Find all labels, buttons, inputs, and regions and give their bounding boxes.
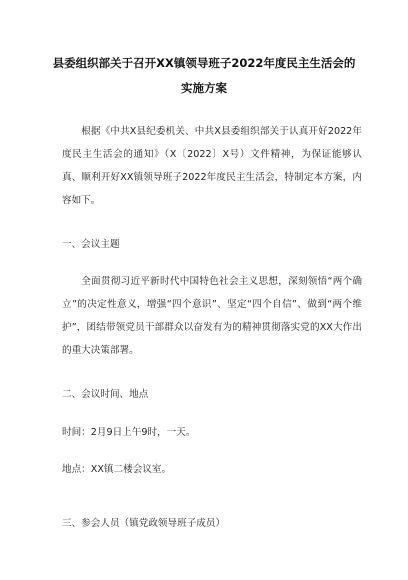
meeting-place: 地点：XX镇二楼会议室。 xyxy=(62,464,172,475)
section3-heading: 三、参会人员（镇党政领导班子成员） xyxy=(62,518,226,529)
document-title-line2: 实施方案 xyxy=(181,81,227,95)
intro-paragraph: 根据《中共X县纪委机关、中共X县委组织部关于认真开好2022年度民主生活会的通知》（X〔2022〕X号）文件精神，为保证能够认真、顺利开好XX镇领导班子2022年度民主生活会，特制定本方案，内容如下。 xyxy=(62,126,362,206)
document-title-line1: 县委组织部关于召开XX镇领导班子2022年度民主生活会的 xyxy=(52,56,356,70)
section1-body: 全面贯彻习近平新时代中国特色社会主义思想，深刻领悟“两个确立”的决定性意义，增强“四个意识”、坚定“四个自信”、做到“两个维护”，团结带领党员干部群众以奋发有为的精神贯彻落实党的XX大作出的重大决策部署。 xyxy=(62,276,362,356)
meeting-time: 时间：2月9日上午9时，一天。 xyxy=(62,427,196,438)
section1-heading: 一、会议主题 xyxy=(62,239,120,250)
section2-heading: 二、会议时间、地点 xyxy=(62,389,149,400)
